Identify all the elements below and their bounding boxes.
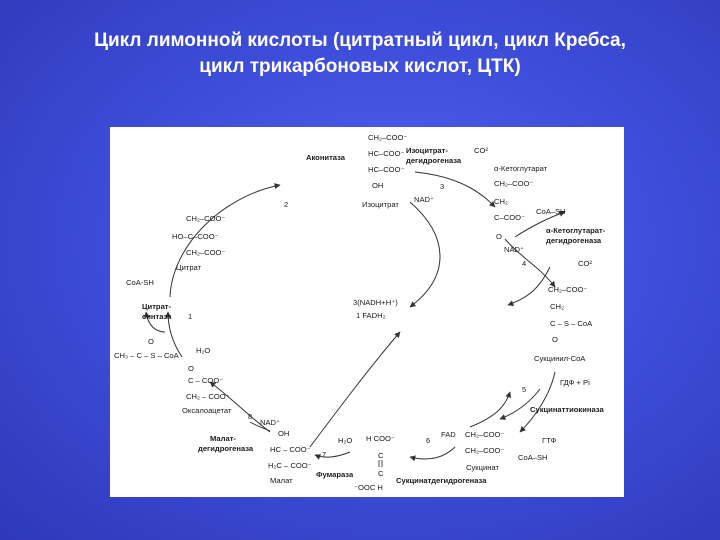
coash-left: CoA-SH (126, 278, 154, 287)
oxaloacetate-name: Оксалоацетат (182, 406, 232, 415)
akg-line-2: CH₂ (494, 197, 508, 206)
center-fadh2: 1 FADH₂ (356, 311, 386, 320)
fumarate-line-3: C (378, 469, 384, 478)
nad-top: NAD⁺ (414, 195, 435, 204)
succcoa-line-4: O (552, 335, 558, 344)
arc-succinate-to-fumarate (410, 447, 455, 459)
succcoa-line-3: C – S – CoA (550, 319, 593, 328)
succcoa-name: Сукцинил-CoA (534, 354, 586, 363)
fumarate-line-2: C (378, 451, 384, 460)
akgdh-label-1: α-Кетоглутарат- (546, 226, 606, 235)
step-2: 2 (284, 200, 289, 209)
gdp-label: ГДФ + Pi (560, 378, 590, 387)
arrow-nadh-center (410, 202, 440, 307)
akg-line-4: O (496, 232, 502, 241)
step-5: 5 (522, 385, 527, 394)
step-3: 3 (440, 182, 445, 191)
nad-right: NAD⁺ (504, 245, 525, 254)
arc-citrate-to-isocitrate (170, 185, 280, 297)
title-line-2: цикл трикарбоновых кислот, ЦТК) (199, 56, 521, 77)
isocitrate-line-1: CH₂–COO⁻ (368, 133, 408, 142)
citrate-synthase-1: Цитрат- (142, 302, 172, 311)
page-title (0, 28, 720, 80)
step-8: 8 (248, 412, 253, 421)
malate-line-3: H₂C – COO⁻ (268, 461, 312, 470)
akg-name: α-Кетоглутарат (494, 164, 548, 173)
akg-line-3: C–COO⁻ (494, 213, 526, 222)
akg-line-1: CH₂–COO⁻ (494, 179, 534, 188)
aconitase-label: Аконитаза (306, 153, 346, 162)
krebs-cycle-diagram (110, 127, 624, 497)
oxaloacetate-line-2: C – COO⁻ (188, 376, 224, 385)
mdh-label-1: Малат- (210, 434, 236, 443)
arrow-fad (470, 392, 510, 427)
fad-label: FAD (441, 430, 456, 439)
arc-succcoa-to-succinate (520, 372, 555, 432)
citrate-line-3: CH₂–COO⁻ (186, 248, 226, 257)
succcoa-line-1: CH₂–COO⁻ (548, 285, 588, 294)
arrow-gdp (500, 389, 540, 419)
isocitrate-name: Изоцитрат (362, 200, 399, 209)
co2-right: CO² (578, 259, 592, 268)
oxaloacetate-line-1: O (188, 364, 194, 373)
diagram-canvas (110, 127, 624, 497)
idh-label-2: дегидрогеназа (406, 156, 462, 165)
step-4: 4 (522, 259, 527, 268)
sdh-label: Сукцинатдегидрогеназа (396, 476, 487, 485)
coash-akg: CoA–SH (536, 207, 566, 216)
nad-malate: NAD⁺ (260, 418, 281, 427)
co2-top: CO² (474, 146, 488, 155)
title-line-1: Цикл лимонной кислоты (цитратный цикл, цикл Кребса, (94, 30, 626, 51)
h2o-left: H₂O (196, 346, 211, 355)
step-6: 6 (426, 436, 431, 445)
citrate-synthase-2: синтаза (142, 312, 172, 321)
idh-label-1: Изоцитрат- (406, 146, 448, 155)
coash-succ: CoA–SH (518, 453, 548, 462)
isocitrate-line-2: HC–COO⁻ (368, 149, 405, 158)
citrate-name: Цитрат (176, 263, 202, 272)
center-nadh: 3(NADH+H⁺) (353, 298, 398, 307)
citrate-line-2: HO–C–COO⁻ (172, 232, 219, 241)
step-1: 1 (188, 312, 193, 321)
malate-line-2: HC – COO⁻ (270, 445, 311, 454)
fumarase-label: Фумараза (316, 470, 354, 479)
oxaloacetate-line-3: CH₂ – COO⁻ (186, 392, 230, 401)
acetylcoa-line-2: CH₃ – C – S – CoA (114, 351, 179, 360)
malate-line-1: OH (278, 429, 290, 438)
fumarate-line-4: ⁻OOC H (354, 483, 383, 492)
malate-name: Малат (270, 476, 293, 485)
step-7: 7 (322, 450, 327, 459)
mdh-label-2: дегидрогеназа (198, 444, 254, 453)
succthiokinase-label: Сукцинаттиокиназа (530, 405, 604, 414)
isocitrate-line-4: OH (372, 181, 384, 190)
isocitrate-line-3: HC–COO⁻ (368, 165, 405, 174)
arrow-malate-center (310, 332, 400, 447)
akgdh-label-2: дегидрогеназа (546, 236, 602, 245)
gtp-label: ГТФ (542, 436, 557, 445)
arrow-nad-right (508, 267, 550, 305)
succinate-line-1: CH₂–COO⁻ (465, 430, 505, 439)
arc-fumarate-to-malate (315, 452, 350, 457)
acetylcoa-line-1: O (148, 337, 154, 346)
succinate-line-2: CH₂–COO⁻ (465, 446, 505, 455)
succinate-name: Сукцинат (466, 463, 499, 472)
fumarate-line-1: H COO⁻ (366, 434, 395, 443)
succcoa-line-2: CH₂ (550, 302, 564, 311)
fumarate-h2o: H₂O (338, 436, 353, 445)
citrate-line-1: CH₂–COO⁻ (186, 214, 226, 223)
